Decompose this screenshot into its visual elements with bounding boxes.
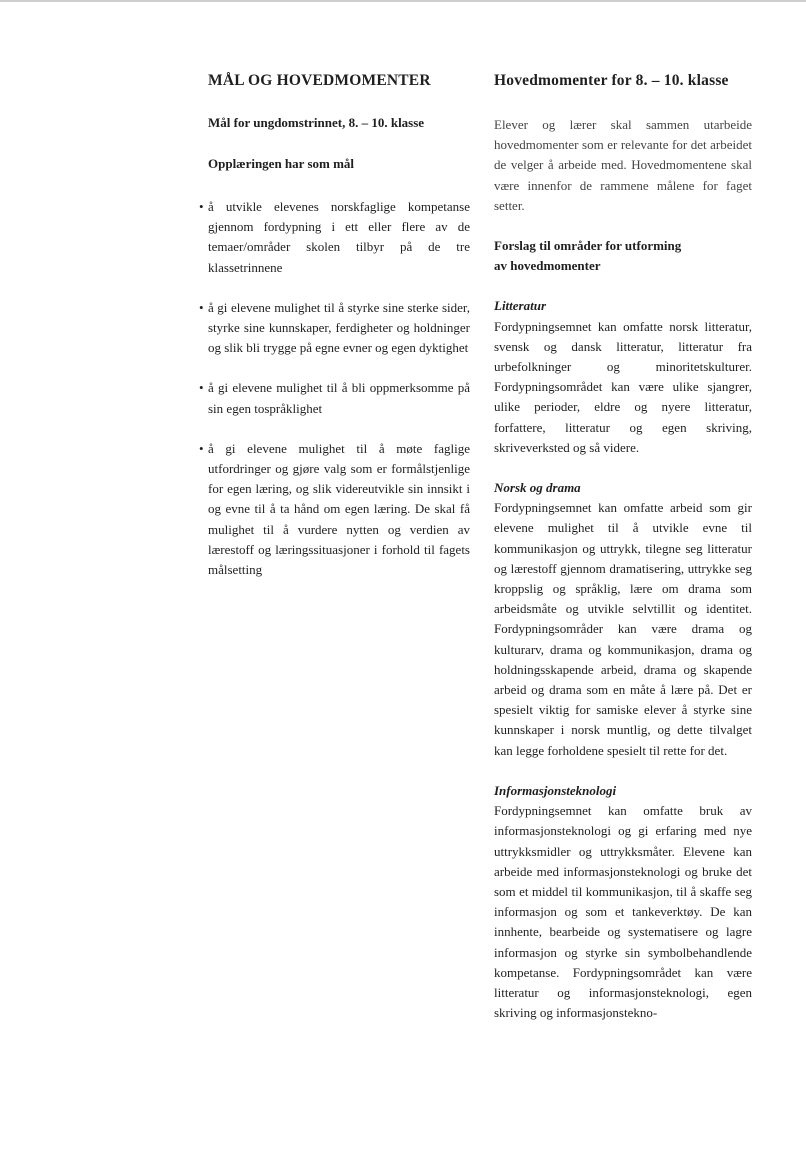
main-points-intro: Elever og lærer skal sammen utarbeide hovedmomenter som er relevante for det arbeidet de velger å arbeide med. Hovedmomentene skal være innenfor de rammene målene for faget setter. [494, 117, 752, 213]
goal-item: • å gi elevene mulighet til å bli oppmerksomme på sin egen tospråklighet [200, 378, 470, 418]
goals-list [200, 197, 470, 580]
section-heading-norsk-og-drama: Norsk og drama [494, 480, 581, 496]
left-column [200, 72, 470, 600]
goal-item: • å gi elevene mulighet til å styrke sine sterke sider, styrke sine kunnskaper, ferdigheter og holdninger og slik bli trygge på egne evner og egen dyktighet [200, 298, 470, 359]
page-title: MÅL OG HOVEDMOMENTER [208, 72, 431, 89]
proposal-heading-line2: av hovedmomenter [494, 258, 601, 274]
goals-subtitle: Mål for ungdomstrinnet, 8. – 10. klasse [208, 115, 425, 130]
right-column [494, 72, 752, 1023]
section-text-litteratur: Fordypningsemnet kan omfatte norsk litteratur, svensk og dansk litteratur, litteratur fra urbefolkninger og minoritetskulturer. Fordypningsområdet kan være ulike sjangrer, ulike perioder, eldre og nyere litteratur, forfattere, litteratur og egen skriving, skriveverksted og så videre. [494, 318, 752, 455]
proposal-heading-line1: Forslag til områder for utforming [494, 238, 682, 254]
goals-intro: Opplæringen har som mål [208, 156, 355, 171]
goal-item: • å utvikle elevenes norskfaglige kompetanse gjennom fordypning i ett eller flere av de temaer/områder skolen tilbyr på de tre klassetrinnene [200, 197, 470, 278]
goal-item: • å gi elevene mulighet til å møte faglige utfordringer og gjøre valg som er formålstjenlige for egen læring, og slik videreutvikle sin innsikt i og evne til å ta hånd om egen læring. De skal få mulighet til å vurdere nytten og verdien av lærestoff og læringssituasjoner i forhold til fagets målsetting [200, 439, 470, 580]
section-text-informasjonsteknologi: Fordypningsemnet kan omfatte bruk av informasjonsteknologi og gi erfaring med nye uttrykksmidler og uttrykksmåter. Elevene kan arbeide med informasjonsteknologi og bruke det som et middel til kommunikasjon, til å skaffe seg informasjon og som et tankeverktøy. De kan innhente, bearbeide og systematisere og lagre informasjon og styrke sin symbolbehandlende kompetanse. Fordypningsområdet kan være litteratur og informasjonsteknologi, egen skriving og informasjonstekno- [494, 803, 752, 1021]
section-heading-informasjonsteknologi: Informasjonsteknologi [494, 782, 617, 798]
main-points-title: Hovedmomenter for 8. – 10. klasse [494, 72, 729, 89]
section-text-norsk-og-drama: Fordypningsemnet kan omfatte arbeid som gir elevene mulighet til å utvikle evne til kommunikasjon og uttrykk, tilegne seg litteratur og lærestoff gjennom dramatisering, uttrykke seg kroppslig og språklig, lære om drama som arbeidsmåte og utvikle selvtillit og identitet. Fordypningsområder kan være drama og kulturarv, drama og kommunikasjon, drama og holdningsskapende arbeid, drama og skapende arbeid og drama som en måte å lære på. Det er spesielt viktig for samiske elever å styrke sine kunnskaper i norsk muntlig, og dette tilvalget kan legge forholdene spesielt til rette for det. [494, 500, 752, 758]
section-heading-litteratur: Litteratur [494, 298, 547, 314]
page-top-edge [0, 0, 806, 2]
